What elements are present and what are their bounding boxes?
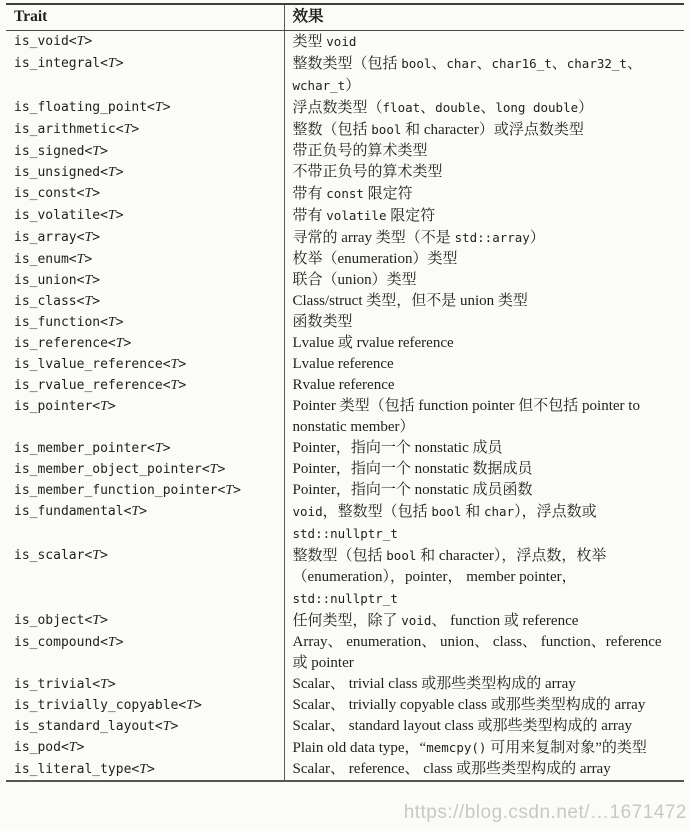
- trait-cell: is_pod<T>: [14, 740, 85, 755]
- trait-cell: is_signed<T>: [14, 144, 108, 159]
- table-row: [6, 183, 684, 205]
- trait-cell: is_rvalue_reference<T>: [14, 378, 187, 393]
- table-row: [6, 119, 684, 141]
- table-header: [6, 4, 684, 31]
- trait-cell: is_function<T>: [14, 315, 124, 330]
- table-row: [6, 53, 684, 97]
- table-row: [6, 312, 684, 333]
- trait-cell: is_compound<T>: [14, 635, 124, 650]
- effect-cell: 整数类型（包括 bool、char、char16_t、char32_t、wchar_t）: [284, 53, 684, 97]
- trait-cell: is_fundamental<T>: [14, 504, 148, 519]
- table-row: [6, 162, 684, 183]
- effect-cell: Scalar、 trivial class 或那些类型构成的 array: [284, 674, 684, 695]
- effect-cell: Scalar、 trivially copyable class 或那些类型构成的 array: [284, 695, 684, 716]
- table-row: [6, 695, 684, 716]
- table-row: [6, 438, 684, 459]
- table-row: [6, 227, 684, 249]
- trait-cell: is_enum<T>: [14, 252, 93, 267]
- table-row: [6, 141, 684, 162]
- table-row: [6, 205, 684, 227]
- effect-cell: Lvalue 或 rvalue reference: [284, 333, 684, 354]
- trait-cell: is_integral<T>: [14, 56, 124, 71]
- trait-cell: is_void<T>: [14, 34, 93, 49]
- trait-cell: is_floating_point<T>: [14, 100, 171, 115]
- table-row: [6, 459, 684, 480]
- trait-cell: is_trivial<T>: [14, 677, 116, 692]
- csdn-watermark: https://blog.csdn.net/…1671472: [403, 802, 687, 823]
- effect-cell: 带有 const 限定符: [284, 183, 684, 205]
- effect-cell: 枚举（enumeration）类型: [284, 249, 684, 270]
- table-row: [6, 375, 684, 396]
- trait-cell: is_volatile<T>: [14, 208, 124, 223]
- trait-cell: is_scalar<T>: [14, 548, 108, 563]
- trait-cell: is_reference<T>: [14, 336, 132, 351]
- table-row: [6, 501, 684, 545]
- table-row: [6, 291, 684, 312]
- table-row: [6, 716, 684, 737]
- effect-cell: Pointer，指向一个 nonstatic 成员: [284, 438, 684, 459]
- effect-cell: Pointer 类型（包括 function pointer 但不包括 pointer to nonstatic member）: [284, 396, 684, 438]
- effect-cell: Lvalue reference: [284, 354, 684, 375]
- table-row: [6, 674, 684, 695]
- effect-cell: 浮点数类型（float、double、long double）: [284, 97, 684, 119]
- effect-cell: 联合（union）类型: [284, 270, 684, 291]
- effect-cell: 寻常的 array 类型（不是 std::array）: [284, 227, 684, 249]
- effect-cell: 带有 volatile 限定符: [284, 205, 684, 227]
- table-row: [6, 396, 684, 438]
- trait-cell: is_const<T>: [14, 186, 101, 201]
- effect-cell: Rvalue reference: [284, 375, 684, 396]
- trait-cell: is_pointer<T>: [14, 399, 116, 414]
- effect-cell: 整数（包括 bool 和 character）或浮点数类型: [284, 119, 684, 141]
- trait-cell: is_array<T>: [14, 230, 101, 245]
- trait-cell: is_member_object_pointer<T>: [14, 462, 226, 477]
- table-row: [6, 249, 684, 270]
- header-effect: 效果: [284, 4, 684, 31]
- table-row: [6, 97, 684, 119]
- table-row: [6, 354, 684, 375]
- effect-cell: 带正负号的算术类型: [284, 141, 684, 162]
- table-row: [6, 480, 684, 501]
- header-trait: Trait: [6, 4, 284, 31]
- effect-cell: Array、 enumeration、 union、 class、 function、reference 或 pointer: [284, 632, 684, 674]
- trait-cell: is_object<T>: [14, 613, 108, 628]
- effect-cell: void，整数型（包括 bool 和 char），浮点数或std::nullptr_t: [284, 501, 684, 545]
- trait-cell: is_lvalue_reference<T>: [14, 357, 187, 372]
- trait-cell: is_literal_type<T>: [14, 762, 155, 777]
- effect-cell: 任何类型，除了 void、 function 或 reference: [284, 610, 684, 632]
- trait-cell: is_member_function_pointer<T>: [14, 483, 241, 498]
- header-row: [6, 4, 684, 31]
- trait-cell: is_class<T>: [14, 294, 101, 309]
- table-row: [6, 545, 684, 610]
- table-row: [6, 737, 684, 759]
- type-traits-table: [6, 3, 684, 782]
- effect-cell: 函数类型: [284, 312, 684, 333]
- effect-cell: Scalar、 standard layout class 或那些类型构成的 array: [284, 716, 684, 737]
- effect-cell: 不带正负号的算术类型: [284, 162, 684, 183]
- table-row: [6, 632, 684, 674]
- trait-cell: is_member_pointer<T>: [14, 441, 171, 456]
- trait-cell: is_union<T>: [14, 273, 101, 288]
- effect-cell: Pointer，指向一个 nonstatic 数据成员: [284, 459, 684, 480]
- trait-cell: is_arithmetic<T>: [14, 122, 140, 137]
- effect-cell: Scalar、 reference、 class 或那些类型构成的 array: [284, 759, 684, 781]
- trait-cell: is_trivially_copyable<T>: [14, 698, 202, 713]
- effect-cell: 整数型（包括 bool 和 character），浮点数，枚举（enumeration），pointer， member pointer，std::nullptr_t: [284, 545, 684, 610]
- effect-cell: 类型 void: [284, 31, 684, 54]
- table-row: [6, 270, 684, 291]
- effect-cell: Pointer，指向一个 nonstatic 成员函数: [284, 480, 684, 501]
- traits-table-body: [6, 31, 684, 782]
- effect-cell: Class/struct 类型，但不是 union 类型: [284, 291, 684, 312]
- table-row: [6, 759, 684, 781]
- table-row: [6, 31, 684, 54]
- table-row: [6, 610, 684, 632]
- trait-cell: is_unsigned<T>: [14, 165, 124, 180]
- trait-cell: is_standard_layout<T>: [14, 719, 179, 734]
- table-row: [6, 333, 684, 354]
- effect-cell: Plain old data type，“memcpy() 可用来复制对象”的类型: [284, 737, 684, 759]
